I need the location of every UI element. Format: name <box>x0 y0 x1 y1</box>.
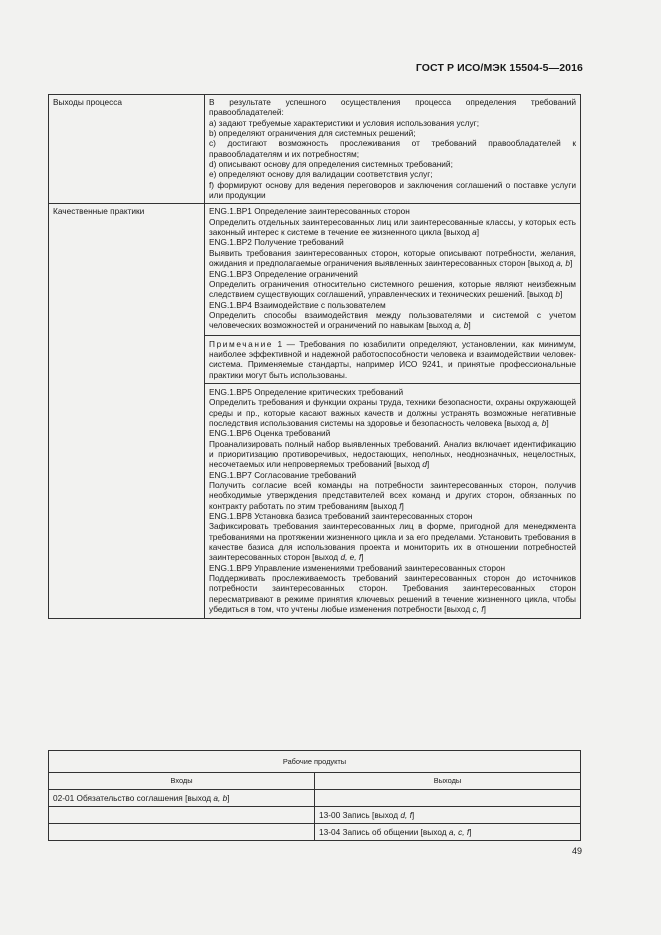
practice-text: Определить способы взаимодействия между пользователями и системой с учетом человеческих возможностей и ограничений по навыкам [выход <box>209 309 576 331</box>
output-ref: d, e, f <box>340 552 362 563</box>
output-line: e) определяют основу для валидации соответствия услуг; <box>209 169 433 180</box>
outputs-header: Выходы <box>315 773 581 790</box>
output-ref-close: ] <box>227 792 230 803</box>
note-label: Примечание <box>209 338 274 349</box>
output-ref-close: ] <box>426 459 430 470</box>
input-cell <box>49 824 315 841</box>
practice-text: Определить ограничения относительно системного решения, которые являют неизбежным следствием существующих соглашений, управленческих и технических решений. [выход <box>209 278 576 300</box>
practice-text: ENG.1.BP8 Установка базиса требований заинтересованных сторон <box>209 511 473 522</box>
practice-text: ENG.1.BP4 Взаимодействие с пользователем <box>209 299 386 310</box>
work-product-text: 13-00 Запись [выход <box>319 809 401 820</box>
output-ref-close: ] <box>361 552 364 563</box>
output-ref-close: ] <box>546 417 549 428</box>
practice-line <box>209 573 576 614</box>
outputs-label: Выходы процесса <box>49 95 205 204</box>
work-product-text: 13-04 Запись об общении [выход <box>319 826 449 837</box>
output-cell <box>315 824 581 841</box>
input-cell <box>49 807 315 824</box>
practice-line <box>209 563 576 573</box>
outputs-list <box>205 95 581 204</box>
output-cell <box>315 790 581 807</box>
practice-line <box>209 397 576 428</box>
practices-label: Качественные практики <box>49 204 205 618</box>
practice-line <box>209 439 576 470</box>
output-ref-close: ] <box>401 500 404 511</box>
practice-line <box>209 511 576 521</box>
work-product-text: 02-01 Обязательство соглашения [выход <box>53 792 214 803</box>
output-ref: c, f <box>472 604 484 615</box>
practice-line <box>209 206 576 216</box>
practice-line <box>209 470 576 480</box>
output-ref: a, c, f <box>448 826 470 837</box>
output-cell <box>315 807 581 824</box>
output-line: c) достигают возможность прослеживания от требований правообладателей к правообладателям и их потребностям; <box>209 138 576 159</box>
practice-line <box>209 310 576 331</box>
practice-text: Определить отдельных заинтересованных лиц или заинтересованные классы, у которых есть законный интерес к системе в течение ее жизненного цикла [выход <box>209 216 576 238</box>
output-ref: a <box>472 227 477 238</box>
practice-line <box>209 521 576 562</box>
output-ref: a, b <box>532 417 547 428</box>
practice-line <box>209 300 576 310</box>
practice-text: ENG.1.BP9 Управление изменениями требований заинтересованных сторон <box>209 562 506 573</box>
work-products-title: Рабочие продукты <box>49 751 581 773</box>
output-ref: a, b <box>213 792 228 803</box>
note-text: 1 — Требования по юзабилити определяют, установлении, как минимум, наиболее эффективной и надежной работоспособности человека и взаимодействии человек-система. Применяемые стандарты, например ИСО 9241, и принятые профессиональные практики могут быть использованы. <box>209 338 576 380</box>
output-ref: d <box>422 459 427 470</box>
practice-line <box>209 217 576 238</box>
output-line: В результате успешного осуществления процесса определения требований правообладателей: <box>209 97 576 118</box>
table-row <box>49 807 581 824</box>
practice-text: ENG.1.BP1 Определение заинтересованных сторон <box>209 206 410 217</box>
table-row <box>49 824 581 841</box>
process-table <box>48 94 581 619</box>
practice-text: Выявить требования заинтересованных сторон, которые описывают потребности, желания, ожидания и предполагаемые ограничения выявленных заинтересованных сторон [выход <box>209 247 576 269</box>
practices-block-1 <box>209 206 576 330</box>
output-ref-close: ] <box>559 289 563 300</box>
practice-line <box>209 480 576 511</box>
input-cell <box>49 790 315 807</box>
output-line: d) описывают основу для определения системных требований; <box>209 159 453 170</box>
practice-text: ENG.1.BP6 Оценка требований <box>209 428 331 439</box>
practice-line <box>209 237 576 247</box>
output-ref: d, f <box>400 809 412 820</box>
practices-cell <box>205 204 581 618</box>
output-ref: a, b <box>556 258 570 269</box>
practice-text: ENG.1.BP7 Согласование требований <box>209 469 357 480</box>
output-line: b) определяют ограничения для системных решений; <box>209 128 416 139</box>
practice-text: ENG.1.BP5 Определение критических требований <box>209 386 404 397</box>
page-number: 49 <box>571 846 582 856</box>
work-products-table <box>48 750 581 841</box>
output-ref-close: ] <box>469 826 472 837</box>
output-ref-close: ] <box>483 604 486 615</box>
practice-text: Зафиксировать требования заинтересованных лиц в форме, пригодной для менеджмента требованиями на протяжении жизненного цикла и за его пределами. Установить требования в качестве базиса для использования проекта и мониторить их в отношении потребностей заинтересованных сторон [выход <box>209 521 576 563</box>
output-line: f) формируют основу для ведения переговоров и заключения соглашений о поставке услуги или продукции <box>209 179 576 201</box>
inputs-header: Входы <box>49 773 315 790</box>
practices-row <box>49 204 581 618</box>
practice-line <box>209 248 576 269</box>
practice-text: ENG.1.BP3 Определение ограничений <box>209 268 358 279</box>
practice-line <box>209 279 576 300</box>
output-ref: b <box>555 289 560 300</box>
practice-line <box>209 387 576 397</box>
output-ref: a, b <box>454 320 469 331</box>
practice-text: Определить требования и функции охраны труда, техники безопасности, охраны окружающей среды и пр., которые касают важных качеств и должны устранять возможные негативные последствия использования системы на здоровье и безопасность человека [выход <box>209 397 576 428</box>
output-ref-close: ] <box>476 227 480 238</box>
output-ref-close: ] <box>468 320 471 331</box>
practice-line <box>209 269 576 279</box>
note <box>205 335 580 380</box>
practice-text: Поддерживать прослеживаемость требований заинтересованных сторон до источников потребности заинтересованных сторон. Требования заинтересованных сторон пересматривают в режиме принятия ключевых решений в течение жизненного цикла, чтобы убедиться в том, что учтены любые изменения потребности [выход <box>209 573 576 615</box>
output-ref-close: ] <box>569 258 573 269</box>
practice-text: ENG.1.BP2 Получение требований <box>209 237 344 248</box>
output-ref-close: ] <box>411 809 415 820</box>
practice-text: Проанализировать полный набор выявленных требований. Анализ включает идентификацию и приоритизацию противоречивых, недостающих, неполных, неоднозначных, нецелостных, несочетаемых или непроверяемых требований [выход <box>209 438 576 470</box>
table-row <box>49 790 581 807</box>
practice-text: Получить согласие всей команды на потребности заинтересованных сторон, получив необходимые утверждения представителей всех команд и других сторон, обязанных по контракту работать по этим требованиям [выход <box>209 480 576 511</box>
outputs-row <box>49 95 581 204</box>
practice-line <box>209 428 576 438</box>
practices-block-2 <box>205 383 580 615</box>
output-ref: f <box>399 500 402 511</box>
output-line: a) задают требуемые характеристики и условия использования услуг; <box>209 117 480 128</box>
document-code: ГОСТ Р ИСО/МЭК 15504-5—2016 <box>415 62 583 74</box>
